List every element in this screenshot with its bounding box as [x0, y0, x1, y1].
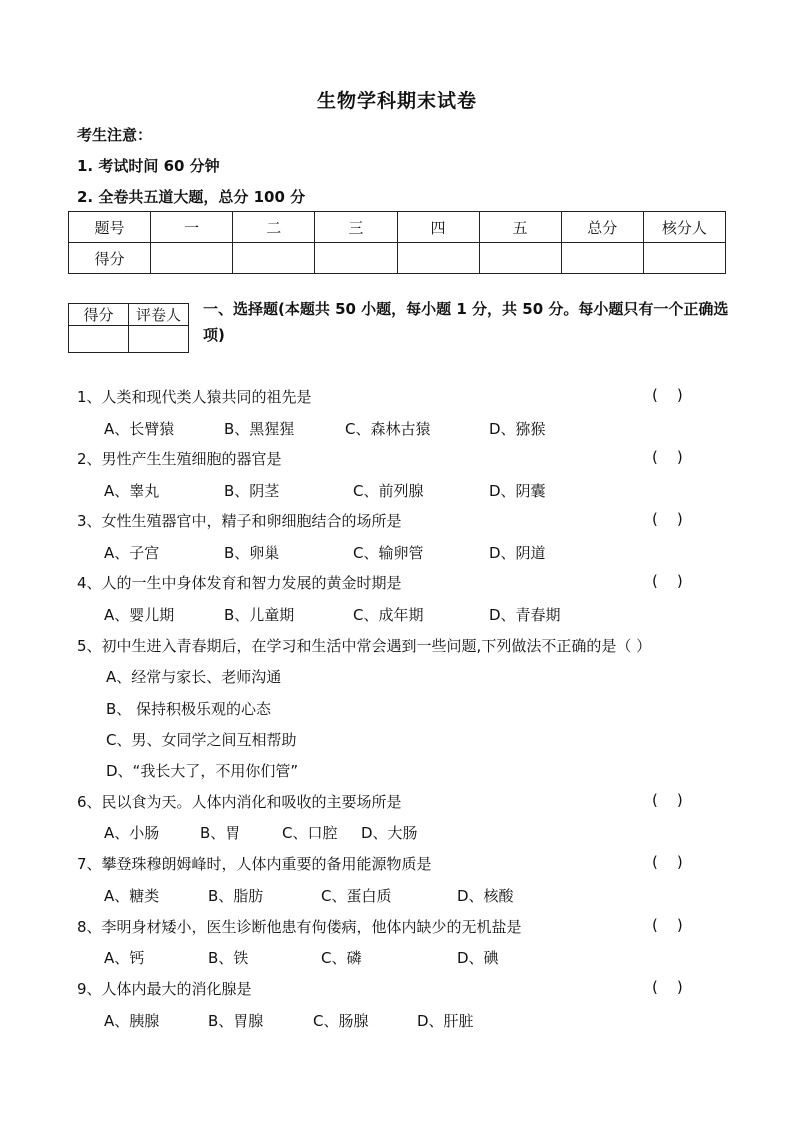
q2-option-b: B、阴茎	[224, 482, 280, 500]
question-5: 5、初中生进入青春期后，在学习和生活中常会遇到一些问题,下列做法不正确的是（ ）	[77, 637, 652, 655]
q5-option-c: C、男、女同学之间互相帮助	[106, 731, 297, 749]
answer-blank-7[interactable]: ( )	[652, 853, 683, 871]
answer-blank-2[interactable]: ( )	[652, 448, 683, 466]
q7-option-d: D、核酸	[457, 887, 514, 905]
q3-option-d: D、阴道	[489, 544, 546, 562]
score-cell[interactable]	[233, 243, 315, 274]
q1-option-c: C、森林古猿	[345, 420, 431, 438]
q3-option-b: B、卵巢	[224, 544, 280, 562]
grader-table	[68, 303, 189, 353]
q9-option-a: A、胰腺	[104, 1012, 160, 1030]
answer-blank-6[interactable]: ( )	[652, 791, 683, 809]
notes-line-1: 1. 考试时间 60 分钟	[77, 157, 220, 175]
q6-option-a: A、小肠	[104, 824, 160, 842]
answer-blank-8[interactable]: ( )	[652, 916, 683, 934]
question-3: 3、女性生殖器官中，精子和卵细胞结合的场所是	[77, 512, 402, 530]
answer-blank-1[interactable]: ( )	[652, 386, 683, 404]
question-8: 8、李明身材矮小，医生诊断他患有佝偻病，他体内缺少的无机盐是	[77, 918, 522, 936]
notes-line-2: 2. 全卷共五道大题，总分 100 分	[77, 188, 306, 206]
question-2: 2、男性产生生殖细胞的器官是	[77, 450, 282, 468]
q4-option-b: B、儿童期	[224, 606, 295, 624]
answer-blank-4[interactable]: ( )	[652, 572, 683, 590]
q4-option-d: D、青春期	[489, 606, 561, 624]
score-header-cell: 题号	[69, 212, 151, 243]
q9-option-b: B、胃腺	[208, 1012, 264, 1030]
q1-option-b: B、黑猩猩	[224, 420, 295, 438]
score-header-cell: 三	[315, 212, 397, 243]
q5-option-d: D、“我长大了，不用你们管”	[106, 762, 299, 780]
score-header-cell: 二	[233, 212, 315, 243]
score-header-cell: 四	[397, 212, 479, 243]
q6-option-b: B、胃	[200, 824, 241, 842]
exam-title: 生物学科期末试卷	[316, 90, 477, 112]
q8-option-a: A、钙	[104, 949, 145, 967]
question-4: 4、人的一生中身体发育和智力发展的黄金时期是	[77, 574, 402, 592]
q6-option-d: D、大肠	[361, 824, 418, 842]
q7-option-c: C、蛋白质	[321, 887, 392, 905]
q1-option-a: A、长臂猿	[104, 420, 175, 438]
grader-score-label: 得分	[69, 304, 129, 326]
score-table-header-row	[69, 212, 726, 243]
q3-option-c: C、输卵管	[353, 544, 424, 562]
answer-blank-3[interactable]: ( )	[652, 510, 683, 528]
q1-option-d: D、猕猴	[489, 420, 546, 438]
question-1: 1、人类和现代类人猿共同的祖先是	[77, 388, 312, 406]
q6-option-c: C、口腔	[282, 824, 338, 842]
q8-option-b: B、铁	[208, 949, 249, 967]
q5-option-a: A、经常与家长、老师沟通	[106, 668, 282, 686]
question-9: 9、人体内最大的消化腺是	[77, 980, 252, 998]
score-table-score-row	[69, 243, 726, 274]
score-table	[68, 211, 726, 274]
q8-option-d: D、碘	[457, 949, 499, 967]
q5-option-b: B、 保持积极乐观的心态	[106, 700, 272, 718]
q2-option-c: C、前列腺	[353, 482, 424, 500]
score-cell[interactable]	[479, 243, 561, 274]
q3-option-a: A、子宫	[104, 544, 160, 562]
score-row-label: 得分	[69, 243, 151, 274]
section-1-heading: 一、选择题(本题共 50 小题，每小题 1 分，共 50 分。每小题只有一个正确选项)	[203, 300, 729, 344]
q4-option-c: C、成年期	[353, 606, 424, 624]
q2-option-a: A、睾丸	[104, 482, 160, 500]
grader-name-cell[interactable]	[129, 326, 189, 353]
q9-option-d: D、肝脏	[417, 1012, 474, 1030]
q4-option-a: A、婴儿期	[104, 606, 175, 624]
question-6: 6、民以食为天。人体内消化和吸收的主要场所是	[77, 793, 402, 811]
score-header-cell: 总分	[561, 212, 643, 243]
answer-blank-9[interactable]: ( )	[652, 978, 683, 996]
score-cell[interactable]	[643, 243, 725, 274]
score-header-cell: 核分人	[643, 212, 725, 243]
grader-score-cell[interactable]	[69, 326, 129, 353]
question-7: 7、攀登珠穆朗姆峰时，人体内重要的备用能源物质是	[77, 855, 432, 873]
score-header-cell: 五	[479, 212, 561, 243]
notes-heading: 考生注意：	[77, 126, 153, 144]
score-cell[interactable]	[561, 243, 643, 274]
grader-name-label: 评卷人	[129, 304, 189, 326]
q9-option-c: C、肠腺	[313, 1012, 369, 1030]
q8-option-c: C、磷	[321, 949, 362, 967]
score-header-cell: 一	[151, 212, 233, 243]
q7-option-a: A、糖类	[104, 887, 160, 905]
q2-option-d: D、阴囊	[489, 482, 546, 500]
q7-option-b: B、脂肪	[208, 887, 264, 905]
score-cell[interactable]	[397, 243, 479, 274]
score-cell[interactable]	[151, 243, 233, 274]
score-cell[interactable]	[315, 243, 397, 274]
